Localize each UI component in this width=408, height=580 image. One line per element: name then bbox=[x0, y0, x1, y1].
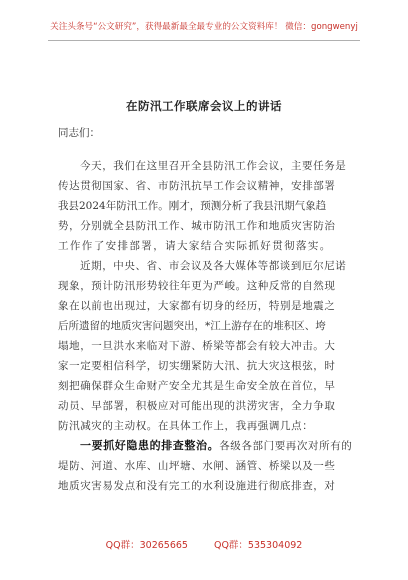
paragraph-line: 家一定要相信科学，切实绷紧防大汛、抗大灾这根弦，时 bbox=[58, 360, 336, 372]
paragraph-line: 工作作了安排部署，请大家结合实际抓好贯彻落实。 bbox=[58, 240, 332, 252]
footer-contacts bbox=[0, 537, 408, 551]
paragraph-line: 堤防、河道、水库、山坪塘、水闸、涵管、桥梁以及一些 bbox=[58, 460, 336, 472]
paragraph-line: 刻把确保群众生命财产安全尤其是生命安全放在首位，早 bbox=[58, 380, 336, 392]
header-divider bbox=[48, 40, 360, 41]
paragraph-line bbox=[58, 436, 358, 456]
paragraph-line: 我县2024年防汛工作。刚才，预测分析了我县汛期气象趋 bbox=[58, 200, 327, 212]
header-promo-note: 关注头条号“公文研究”，获得最新最全最专业的公文资料库！ 微信：gongwenyj bbox=[50, 22, 358, 32]
paragraph-line: 现象，预计防汛形势较往年更为严峻。这种反常的自然现 bbox=[58, 280, 336, 292]
paragraph-line: 象在以前也出现过，大家都有切身的经历，特别是地震之 bbox=[58, 300, 336, 312]
paragraph-3 bbox=[58, 436, 358, 496]
paragraph-line: 动员、早部署，积极应对可能出现的洪涝灾害，全力争取 bbox=[58, 400, 336, 412]
paragraph-line: 势，分别就全县防汛工作、城市防汛工作和地质灾害防治 bbox=[58, 220, 336, 232]
emphasis-lead: 一要抓好隐患的排查整治。 bbox=[80, 439, 220, 452]
paragraph-line: 防汛减灾的主动权。在具体工作上，我再强调几点： bbox=[58, 420, 314, 432]
paragraph-line: 近期，中央、省、市会议及各大媒体等都谈到厄尔尼诺 bbox=[80, 260, 347, 272]
paragraph-line: 后所遗留的地质灾害问题突出，*江上游存在的堆积区、垮 bbox=[58, 320, 326, 332]
salutation: 同志们： bbox=[58, 127, 100, 139]
paragraph-line: 地质灾害易发点和没有完工的水利设施进行彻底排查，对 bbox=[58, 480, 336, 492]
footer-qq-group-1: QQ群：30265665 bbox=[105, 540, 188, 551]
paragraph-line: 塌地，一旦洪水来临对下游、桥梁等都会有较大冲击。大 bbox=[58, 340, 336, 352]
footer-qq-group-2: QQ群：535304092 bbox=[213, 540, 303, 551]
paragraph-line: 传达贯彻国家、省、市防汛抗旱工作会议精神，安排部署 bbox=[58, 180, 336, 192]
paragraph-2 bbox=[58, 256, 358, 436]
paragraph-line: 今天，我们在这里召开全县防汛工作会议，主要任务是 bbox=[80, 160, 347, 172]
document-title: 在防汛工作联席会议上的讲话 bbox=[126, 99, 282, 113]
lead-continuation: 各级各部门要再次对所有的 bbox=[219, 440, 353, 452]
paragraph-1 bbox=[58, 156, 358, 256]
